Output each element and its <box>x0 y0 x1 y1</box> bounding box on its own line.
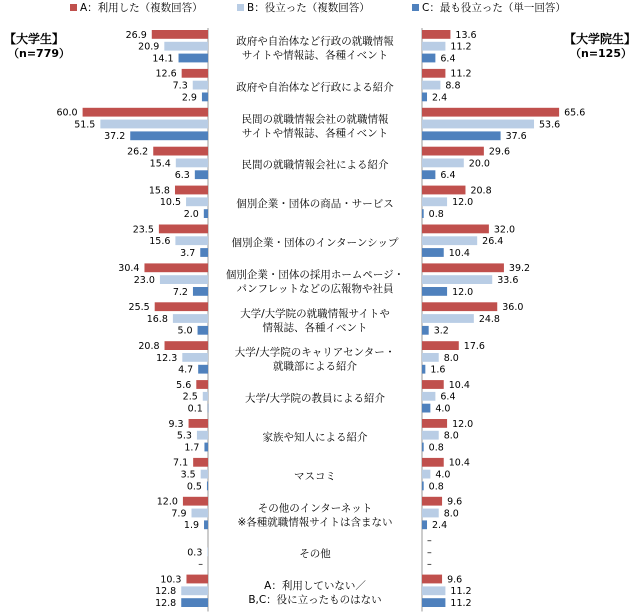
data-label-left-B: 12.8 <box>155 586 177 598</box>
bar-right-A <box>422 263 504 272</box>
bar-left-C <box>202 93 208 102</box>
bar-left-B <box>201 470 208 479</box>
bar-right-B <box>422 236 477 245</box>
category-label: 個別企業・団体の採用ホームページ・ <box>225 268 405 281</box>
data-label-left-A: 10.3 <box>160 574 182 586</box>
bar-right-B <box>422 586 445 595</box>
bar-left-B <box>197 431 208 440</box>
bar-left-A <box>153 147 208 156</box>
bar-right-C <box>422 520 427 529</box>
category-label: 大学/大学院のキャリアセンター・ <box>234 346 396 359</box>
bar-left-C <box>130 131 208 140</box>
bar-left-B <box>164 42 208 51</box>
category-label: A：利用していない／ <box>264 580 366 593</box>
bar-right-B <box>422 431 439 440</box>
data-label-right-A: 9.6 <box>447 574 463 586</box>
category-label: パンフレットなどの広報物や社員 <box>236 282 394 295</box>
data-label-right-C: 37.6 <box>505 131 527 143</box>
data-label-right-A: 32.0 <box>493 224 516 236</box>
data-label-left-C: – <box>198 559 203 571</box>
data-label-right-C: 0.8 <box>428 442 444 454</box>
data-label-left-A: 12.0 <box>156 496 178 508</box>
data-label-left-C: 2.0 <box>183 209 199 220</box>
category-label: サイトや情報誌、各種イベント <box>241 127 389 140</box>
bar-right-C <box>422 93 427 102</box>
data-label-left-A: 12.6 <box>155 68 177 80</box>
bar-right-C <box>422 170 435 179</box>
data-label-left-B: 15.4 <box>149 158 171 170</box>
bar-right-C <box>422 131 501 140</box>
category-label: その他 <box>299 548 331 561</box>
bar-left-A <box>186 575 208 584</box>
bar-right-C <box>422 54 435 63</box>
category-label: ※各種就職情報サイトは含まない <box>237 516 393 529</box>
data-label-left-C: 7.2 <box>172 286 188 298</box>
category-label: 政府や自治体など行政による紹介 <box>236 81 394 94</box>
bar-left-B <box>181 586 208 595</box>
bar-right-A <box>422 186 465 195</box>
bar-left-C <box>179 54 208 63</box>
bar-right-B <box>422 353 439 362</box>
data-label-left-A: 26.2 <box>127 146 149 158</box>
bar-left-B <box>182 353 208 362</box>
data-label-right-C: 12.0 <box>452 286 474 298</box>
bar-right-B <box>422 392 435 401</box>
bar-right-C <box>422 209 424 218</box>
category-label: 家族や知人による紹介 <box>262 431 368 444</box>
bar-right-A <box>422 225 489 234</box>
data-label-right-B: 24.8 <box>478 313 500 325</box>
bar-right-B <box>422 275 492 284</box>
data-label-left-B: 23.0 <box>133 275 155 286</box>
data-label-left-A: 25.5 <box>128 302 150 314</box>
bar-left-A <box>189 419 208 428</box>
bar-left-C <box>204 520 208 529</box>
category-label: B,C：役に立ったものはない <box>248 594 382 607</box>
right-group-n: （n=125） <box>569 47 632 60</box>
bar-right-B <box>422 159 464 168</box>
data-label-left-B: 7.9 <box>171 508 187 520</box>
bar-right-A <box>422 108 559 117</box>
data-label-right-B: – <box>427 547 432 559</box>
bar-left-B <box>207 548 208 557</box>
category-label: 個別企業・団体の商品・サービス <box>236 198 394 211</box>
bar-left-A <box>165 341 208 350</box>
bar-right-A <box>422 30 450 39</box>
data-label-left-A: 20.8 <box>138 341 160 352</box>
data-label-right-C: 6.4 <box>440 53 456 65</box>
bar-left-A <box>144 263 208 272</box>
data-label-right-B: 12.0 <box>452 197 474 209</box>
data-label-right-B: 11.2 <box>450 586 472 598</box>
data-label-right-B: 6.4 <box>440 391 456 403</box>
data-label-left-A: 30.4 <box>118 263 140 275</box>
data-label-right-C: 6.4 <box>440 170 456 182</box>
bar-right-C <box>422 326 429 335</box>
bar-right-A <box>422 69 445 78</box>
bar-left-C <box>198 326 208 335</box>
data-label-right-C: 2.4 <box>432 92 448 104</box>
category-label: サイトや情報誌、各種イベント <box>241 49 389 62</box>
bar-left-B <box>186 197 208 206</box>
bar-right-C <box>422 482 424 491</box>
bar-right-A <box>422 147 484 156</box>
data-label-left-C: 2.9 <box>181 92 197 104</box>
left-group-title: 【大学生】 <box>4 32 65 46</box>
legend-label-A: A：利用した（複数回答） <box>80 2 203 14</box>
data-label-left-B: 3.5 <box>180 469 196 481</box>
data-label-right-A: 36.0 <box>502 302 524 314</box>
bar-left-C <box>204 209 208 218</box>
bar-left-B <box>160 275 208 284</box>
bar-left-C <box>198 365 208 374</box>
legend-swatch-C <box>412 4 419 11</box>
bar-right-C <box>422 443 424 452</box>
data-label-right-A: 13.6 <box>455 29 477 41</box>
bar-left-A <box>183 497 208 506</box>
data-label-right-A: – <box>427 535 432 547</box>
category-label: マスコミ <box>294 470 336 483</box>
data-label-left-A: 15.8 <box>148 185 170 197</box>
data-label-right-C: 11.2 <box>450 598 472 609</box>
data-label-left-A: 60.0 <box>56 107 78 119</box>
bar-right-A <box>422 458 444 467</box>
data-label-right-A: 20.8 <box>470 185 492 197</box>
bar-left-B <box>193 81 208 90</box>
data-label-right-C: 2.4 <box>432 520 448 532</box>
data-label-right-B: 26.4 <box>482 236 504 248</box>
data-label-left-B: 0.3 <box>187 547 203 559</box>
data-label-right-C: 4.0 <box>435 403 451 415</box>
data-label-left-C: 14.1 <box>152 53 174 65</box>
data-label-right-B: 8.0 <box>443 430 459 442</box>
data-label-left-C: 12.8 <box>155 598 177 609</box>
bar-left-A <box>159 225 208 234</box>
data-label-right-B: 33.6 <box>497 275 519 286</box>
bar-right-A <box>422 341 459 350</box>
bar-right-B <box>422 42 445 51</box>
bar-left-B <box>203 392 208 401</box>
data-label-left-B: 15.6 <box>149 236 171 248</box>
bar-left-A <box>83 108 208 117</box>
legend-swatch-A <box>70 4 77 11</box>
data-label-left-C: 1.9 <box>183 520 200 532</box>
category-label: 民間の就職情報会社による紹介 <box>241 159 389 172</box>
data-label-right-C: 3.2 <box>433 325 449 337</box>
data-label-left-C: 1.7 <box>184 442 200 454</box>
data-label-right-B: 8.0 <box>443 508 459 520</box>
data-label-right-B: 8.8 <box>445 80 461 92</box>
legend-label-B: B：役立った（複数回答） <box>247 2 370 14</box>
data-label-right-C: 10.4 <box>448 247 470 259</box>
category-label: 情報誌、各種イベント <box>262 321 368 334</box>
bar-left-A <box>175 186 208 195</box>
data-label-right-A: 17.6 <box>463 341 485 352</box>
bar-left-B <box>100 120 208 129</box>
data-label-left-C: 37.2 <box>104 131 126 143</box>
data-label-left-B: 51.5 <box>74 119 96 131</box>
data-label-right-A: 10.4 <box>448 379 470 391</box>
bar-right-A <box>422 575 442 584</box>
data-label-right-A: 39.2 <box>508 263 531 275</box>
category-label: 個別企業・団体のインターンシップ <box>231 236 399 249</box>
bar-left-A <box>196 380 208 389</box>
bar-right-B <box>422 314 474 323</box>
bar-right-C <box>422 287 447 296</box>
data-label-left-B: 16.8 <box>146 313 168 325</box>
bar-left-B <box>191 509 208 518</box>
data-label-right-A: 12.0 <box>452 418 474 430</box>
data-label-left-B: 10.5 <box>159 197 182 209</box>
bar-left-C <box>204 443 208 452</box>
category-label: 大学/大学院の就職情報サイトや <box>240 307 390 320</box>
data-label-left-B: 7.3 <box>172 80 188 92</box>
bar-left-C <box>200 248 208 257</box>
data-label-right-B: 20.0 <box>468 158 490 170</box>
bar-left-C <box>207 482 208 491</box>
bar-right-B <box>422 509 439 518</box>
bar-right-A <box>422 380 444 389</box>
legend-label-C: C：最も役立った（単一回答） <box>422 2 566 14</box>
bar-right-B <box>422 470 430 479</box>
right-group-title: 【大学院生】 <box>563 32 636 46</box>
data-label-right-A: 9.6 <box>447 496 463 508</box>
data-label-right-B: 53.6 <box>539 119 561 131</box>
data-label-left-C: 5.0 <box>177 325 193 337</box>
data-label-right-A: 65.6 <box>564 107 586 119</box>
bar-right-A <box>422 497 442 506</box>
data-label-right-B: 11.2 <box>450 41 472 53</box>
bar-right-C <box>422 404 430 413</box>
data-label-left-C: 4.7 <box>178 364 194 376</box>
bar-left-B <box>173 314 208 323</box>
legend-swatch-B <box>237 4 244 11</box>
data-label-left-B: 5.3 <box>176 430 192 442</box>
category-label: 民間の就職情報会社の就職情報 <box>241 113 389 126</box>
category-label: 大学/大学院の教員による紹介 <box>244 392 386 405</box>
category-label: 政府や自治体など行政の就職情報 <box>236 35 394 48</box>
data-label-left-B: 12.3 <box>156 352 178 364</box>
data-label-right-C: 0.8 <box>428 481 444 493</box>
data-label-left-B: 20.9 <box>138 41 160 53</box>
bar-left-A <box>193 458 208 467</box>
bar-left-B <box>176 159 208 168</box>
bar-left-C <box>208 404 209 413</box>
bar-left-A <box>182 69 208 78</box>
data-label-left-C: 6.3 <box>174 170 190 182</box>
bar-left-C <box>193 287 208 296</box>
data-label-right-B: 4.0 <box>435 469 451 481</box>
bar-right-A <box>422 419 447 428</box>
data-label-left-A: 23.5 <box>132 224 154 236</box>
bar-right-B <box>422 81 440 90</box>
data-label-right-C: 0.8 <box>428 209 444 220</box>
bar-right-B <box>422 120 534 129</box>
bar-left-B <box>175 236 208 245</box>
data-label-left-A: 9.3 <box>168 418 184 430</box>
bar-left-A <box>155 302 208 311</box>
data-label-left-A: 26.9 <box>125 29 147 41</box>
data-label-left-A: 5.6 <box>176 379 192 391</box>
bar-left-A <box>152 30 208 39</box>
data-label-left-C: 0.5 <box>186 481 202 493</box>
bar-left-C <box>195 170 208 179</box>
bar-left-C <box>181 598 208 607</box>
bar-right-C <box>422 365 425 374</box>
bar-right-B <box>422 197 447 206</box>
data-label-right-A: 29.6 <box>488 146 511 158</box>
data-label-left-C: 0.1 <box>187 403 203 415</box>
data-label-right-C: – <box>427 559 432 571</box>
data-label-right-A: 11.2 <box>450 68 472 80</box>
data-label-left-B: 2.5 <box>182 391 198 403</box>
left-group-n: （n=779） <box>8 47 71 60</box>
category-label: その他のインターネット <box>257 502 373 515</box>
data-label-right-B: 8.0 <box>443 352 459 364</box>
data-label-right-C: 1.6 <box>430 364 446 376</box>
bar-right-C <box>422 598 445 607</box>
data-label-left-A: 7.1 <box>173 457 189 469</box>
category-label: 就職部による紹介 <box>273 360 357 373</box>
bar-right-A <box>422 302 497 311</box>
data-label-left-C: 3.7 <box>180 247 196 259</box>
data-label-right-A: 10.4 <box>448 457 470 469</box>
bar-right-C <box>422 248 444 257</box>
